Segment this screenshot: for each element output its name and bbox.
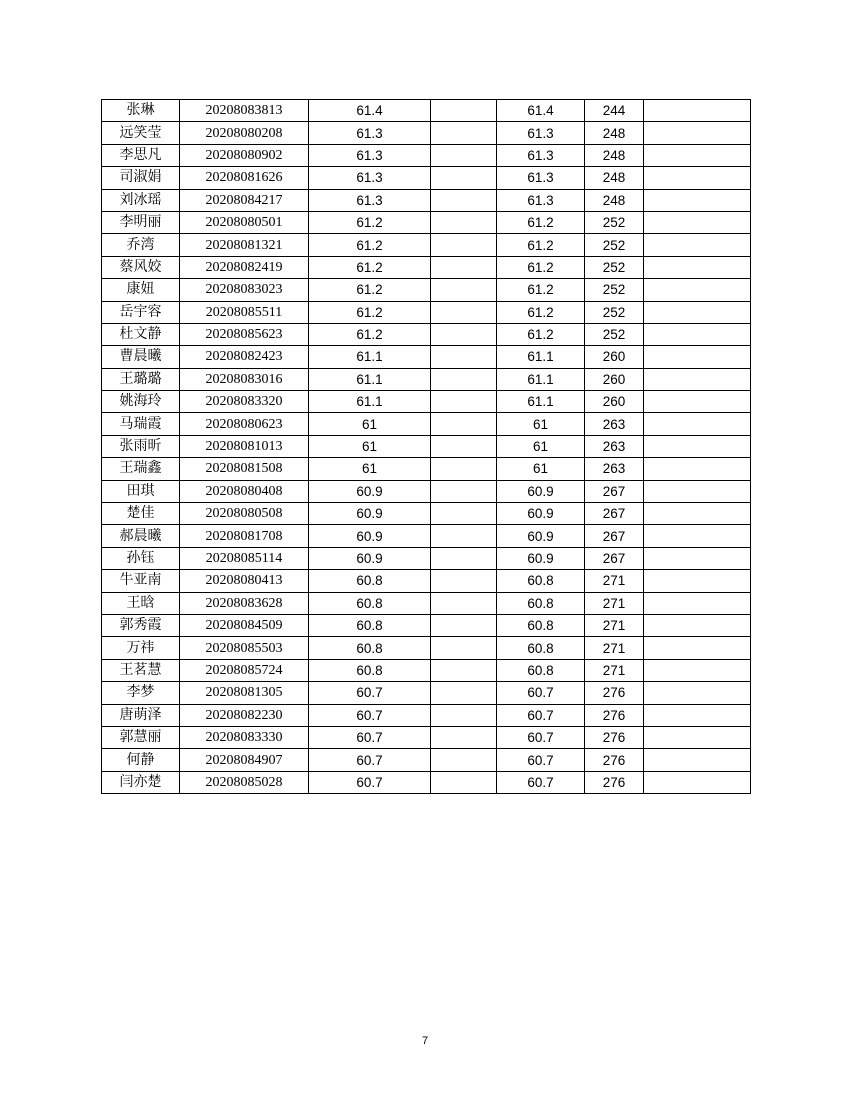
cell-exam-id: 20208081626	[180, 167, 309, 189]
cell-name: 张琳	[102, 100, 180, 122]
cell-name: 郝晨曦	[102, 525, 180, 547]
table-row	[102, 592, 751, 614]
cell-rank: 252	[585, 301, 644, 323]
cell-total: 60.8	[497, 637, 585, 659]
cell-rank: 276	[585, 749, 644, 771]
cell-note	[644, 122, 751, 144]
cell-rank: 252	[585, 279, 644, 301]
cell-rank: 276	[585, 771, 644, 793]
table-row	[102, 211, 751, 233]
cell-total: 61.4	[497, 100, 585, 122]
cell-rank: 276	[585, 682, 644, 704]
cell-score: 60.7	[309, 682, 431, 704]
cell-exam-id: 20208081508	[180, 458, 309, 480]
cell-score: 61	[309, 458, 431, 480]
cell-score: 61.3	[309, 167, 431, 189]
cell-rank: 276	[585, 704, 644, 726]
cell-exam-id: 20208080413	[180, 570, 309, 592]
table-row	[102, 659, 751, 681]
table-row	[102, 100, 751, 122]
cell-total: 61.3	[497, 167, 585, 189]
cell-name: 王瑞鑫	[102, 458, 180, 480]
cell-note	[644, 637, 751, 659]
cell-total: 61.2	[497, 211, 585, 233]
cell-extra-points	[431, 435, 497, 457]
cell-total: 61.2	[497, 256, 585, 278]
cell-score: 60.7	[309, 704, 431, 726]
cell-exam-id: 20208080208	[180, 122, 309, 144]
cell-rank: 267	[585, 525, 644, 547]
table-row	[102, 256, 751, 278]
cell-score: 60.7	[309, 726, 431, 748]
cell-exam-id: 20208084509	[180, 614, 309, 636]
page-number: 7	[421, 1035, 429, 1047]
cell-extra-points	[431, 279, 497, 301]
cell-rank: 263	[585, 435, 644, 457]
cell-score: 61	[309, 435, 431, 457]
cell-name: 岳宇容	[102, 301, 180, 323]
cell-total: 60.7	[497, 726, 585, 748]
cell-total: 60.7	[497, 704, 585, 726]
cell-note	[644, 391, 751, 413]
cell-name: 司淑娟	[102, 167, 180, 189]
cell-score: 60.9	[309, 547, 431, 569]
cell-total: 61.2	[497, 234, 585, 256]
cell-score: 60.8	[309, 637, 431, 659]
cell-note	[644, 167, 751, 189]
table-row	[102, 346, 751, 368]
cell-note	[644, 368, 751, 390]
cell-rank: 276	[585, 726, 644, 748]
cell-rank: 252	[585, 234, 644, 256]
cell-total: 60.9	[497, 547, 585, 569]
table-row	[102, 323, 751, 345]
cell-total: 60.9	[497, 525, 585, 547]
cell-total: 61.1	[497, 391, 585, 413]
cell-note	[644, 279, 751, 301]
cell-rank: 267	[585, 480, 644, 502]
cell-total: 60.7	[497, 682, 585, 704]
table-row	[102, 480, 751, 502]
cell-score: 60.9	[309, 480, 431, 502]
cell-extra-points	[431, 503, 497, 525]
cell-rank: 271	[585, 659, 644, 681]
cell-score: 61.3	[309, 189, 431, 211]
cell-score: 61.2	[309, 279, 431, 301]
cell-note	[644, 682, 751, 704]
cell-score: 60.9	[309, 525, 431, 547]
cell-extra-points	[431, 637, 497, 659]
table-row	[102, 301, 751, 323]
cell-name: 闫亦楚	[102, 771, 180, 793]
cell-extra-points	[431, 234, 497, 256]
cell-rank: 263	[585, 413, 644, 435]
cell-extra-points	[431, 547, 497, 569]
table-row	[102, 570, 751, 592]
cell-exam-id: 20208085724	[180, 659, 309, 681]
cell-extra-points	[431, 480, 497, 502]
cell-rank: 267	[585, 547, 644, 569]
cell-rank: 267	[585, 503, 644, 525]
cell-note	[644, 189, 751, 211]
cell-total: 61	[497, 435, 585, 457]
cell-total: 61.1	[497, 368, 585, 390]
cell-name: 何静	[102, 749, 180, 771]
cell-extra-points	[431, 256, 497, 278]
cell-rank: 252	[585, 323, 644, 345]
cell-exam-id: 20208083320	[180, 391, 309, 413]
table-row	[102, 503, 751, 525]
cell-exam-id: 20208080501	[180, 211, 309, 233]
cell-note	[644, 144, 751, 166]
cell-rank: 248	[585, 167, 644, 189]
cell-score: 60.7	[309, 771, 431, 793]
cell-score: 61.2	[309, 323, 431, 345]
cell-rank: 248	[585, 122, 644, 144]
cell-rank: 248	[585, 189, 644, 211]
cell-score: 61.3	[309, 144, 431, 166]
cell-extra-points	[431, 704, 497, 726]
table-row	[102, 391, 751, 413]
cell-extra-points	[431, 167, 497, 189]
cell-extra-points	[431, 771, 497, 793]
cell-exam-id: 20208084907	[180, 749, 309, 771]
cell-score: 60.8	[309, 614, 431, 636]
table-row	[102, 144, 751, 166]
cell-name: 杜文静	[102, 323, 180, 345]
cell-name: 李明丽	[102, 211, 180, 233]
cell-total: 61.3	[497, 122, 585, 144]
cell-name: 马瑞霞	[102, 413, 180, 435]
table-row	[102, 279, 751, 301]
table-row	[102, 771, 751, 793]
cell-note	[644, 234, 751, 256]
cell-rank: 271	[585, 570, 644, 592]
cell-rank: 252	[585, 256, 644, 278]
cell-name: 刘冰瑶	[102, 189, 180, 211]
cell-extra-points	[431, 100, 497, 122]
cell-note	[644, 301, 751, 323]
cell-name: 王晗	[102, 592, 180, 614]
cell-name: 李思凡	[102, 144, 180, 166]
cell-name: 孙钰	[102, 547, 180, 569]
cell-note	[644, 771, 751, 793]
cell-exam-id: 20208081708	[180, 525, 309, 547]
cell-name: 曹晨曦	[102, 346, 180, 368]
cell-exam-id: 20208083330	[180, 726, 309, 748]
cell-rank: 252	[585, 211, 644, 233]
cell-note	[644, 749, 751, 771]
cell-score: 61.4	[309, 100, 431, 122]
cell-extra-points	[431, 346, 497, 368]
cell-rank: 248	[585, 144, 644, 166]
table-row	[102, 726, 751, 748]
cell-score: 61.1	[309, 346, 431, 368]
cell-note	[644, 458, 751, 480]
cell-extra-points	[431, 570, 497, 592]
cell-name: 远笑莹	[102, 122, 180, 144]
cell-exam-id: 20208083016	[180, 368, 309, 390]
cell-total: 61.2	[497, 323, 585, 345]
cell-rank: 271	[585, 637, 644, 659]
table-row	[102, 749, 751, 771]
cell-extra-points	[431, 525, 497, 547]
cell-name: 牛亚南	[102, 570, 180, 592]
table-row	[102, 525, 751, 547]
cell-score: 61.1	[309, 368, 431, 390]
cell-exam-id: 20208081321	[180, 234, 309, 256]
cell-total: 61.2	[497, 279, 585, 301]
cell-extra-points	[431, 144, 497, 166]
cell-name: 楚佳	[102, 503, 180, 525]
cell-total: 61.1	[497, 346, 585, 368]
cell-rank: 260	[585, 391, 644, 413]
cell-exam-id: 20208083813	[180, 100, 309, 122]
cell-exam-id: 20208080623	[180, 413, 309, 435]
table-row	[102, 682, 751, 704]
cell-rank: 260	[585, 346, 644, 368]
cell-extra-points	[431, 189, 497, 211]
table-body	[102, 100, 751, 794]
cell-exam-id: 20208081013	[180, 435, 309, 457]
cell-note	[644, 100, 751, 122]
cell-total: 61	[497, 413, 585, 435]
cell-total: 61	[497, 458, 585, 480]
cell-total: 60.9	[497, 503, 585, 525]
cell-exam-id: 20208082419	[180, 256, 309, 278]
score-table	[101, 99, 751, 794]
cell-extra-points	[431, 749, 497, 771]
cell-total: 61.3	[497, 189, 585, 211]
cell-extra-points	[431, 614, 497, 636]
cell-rank: 271	[585, 592, 644, 614]
cell-total: 61.3	[497, 144, 585, 166]
cell-score: 60.8	[309, 592, 431, 614]
cell-note	[644, 592, 751, 614]
cell-exam-id: 20208083628	[180, 592, 309, 614]
cell-score: 60.7	[309, 749, 431, 771]
cell-exam-id: 20208085503	[180, 637, 309, 659]
cell-rank: 244	[585, 100, 644, 122]
cell-extra-points	[431, 368, 497, 390]
cell-exam-id: 20208085623	[180, 323, 309, 345]
table-row	[102, 704, 751, 726]
cell-score: 60.8	[309, 659, 431, 681]
cell-exam-id: 20208081305	[180, 682, 309, 704]
cell-extra-points	[431, 592, 497, 614]
table-row	[102, 637, 751, 659]
cell-note	[644, 435, 751, 457]
cell-note	[644, 570, 751, 592]
cell-score: 61.1	[309, 391, 431, 413]
cell-extra-points	[431, 682, 497, 704]
table-row	[102, 189, 751, 211]
cell-name: 万祎	[102, 637, 180, 659]
cell-total: 60.7	[497, 749, 585, 771]
cell-total: 60.8	[497, 659, 585, 681]
cell-name: 王璐璐	[102, 368, 180, 390]
cell-note	[644, 211, 751, 233]
cell-exam-id: 20208085511	[180, 301, 309, 323]
cell-exam-id: 20208080902	[180, 144, 309, 166]
cell-score: 61.2	[309, 234, 431, 256]
cell-extra-points	[431, 458, 497, 480]
cell-score: 60.9	[309, 503, 431, 525]
cell-note	[644, 614, 751, 636]
cell-name: 蔡风姣	[102, 256, 180, 278]
table-row	[102, 413, 751, 435]
cell-score: 60.8	[309, 570, 431, 592]
table-row	[102, 435, 751, 457]
cell-exam-id: 20208085028	[180, 771, 309, 793]
cell-note	[644, 256, 751, 278]
cell-name: 姚海玲	[102, 391, 180, 413]
cell-name: 张雨昕	[102, 435, 180, 457]
cell-name: 郭慧丽	[102, 726, 180, 748]
table-row	[102, 458, 751, 480]
cell-note	[644, 503, 751, 525]
cell-note	[644, 547, 751, 569]
cell-exam-id: 20208080508	[180, 503, 309, 525]
cell-score: 61.2	[309, 301, 431, 323]
cell-exam-id: 20208082230	[180, 704, 309, 726]
cell-note	[644, 413, 751, 435]
cell-rank: 271	[585, 614, 644, 636]
cell-note	[644, 525, 751, 547]
cell-name: 田琪	[102, 480, 180, 502]
cell-score: 61	[309, 413, 431, 435]
cell-extra-points	[431, 659, 497, 681]
table-row	[102, 368, 751, 390]
cell-extra-points	[431, 301, 497, 323]
cell-extra-points	[431, 726, 497, 748]
table-row	[102, 614, 751, 636]
cell-score: 61.3	[309, 122, 431, 144]
cell-exam-id: 20208084217	[180, 189, 309, 211]
cell-extra-points	[431, 122, 497, 144]
cell-rank: 263	[585, 458, 644, 480]
cell-total: 60.8	[497, 614, 585, 636]
cell-score: 61.2	[309, 256, 431, 278]
table-row	[102, 547, 751, 569]
cell-total: 60.8	[497, 570, 585, 592]
cell-extra-points	[431, 413, 497, 435]
cell-exam-id: 20208080408	[180, 480, 309, 502]
cell-name: 乔湾	[102, 234, 180, 256]
table-row	[102, 234, 751, 256]
cell-extra-points	[431, 323, 497, 345]
cell-extra-points	[431, 391, 497, 413]
cell-note	[644, 726, 751, 748]
cell-name: 王茗慧	[102, 659, 180, 681]
cell-name: 唐萌泽	[102, 704, 180, 726]
cell-exam-id: 20208083023	[180, 279, 309, 301]
cell-total: 60.7	[497, 771, 585, 793]
cell-name: 李梦	[102, 682, 180, 704]
cell-note	[644, 346, 751, 368]
cell-note	[644, 480, 751, 502]
cell-score: 61.2	[309, 211, 431, 233]
cell-rank: 260	[585, 368, 644, 390]
table-row	[102, 167, 751, 189]
table-row	[102, 122, 751, 144]
cell-total: 61.2	[497, 301, 585, 323]
cell-exam-id: 20208082423	[180, 346, 309, 368]
cell-note	[644, 323, 751, 345]
cell-name: 康妞	[102, 279, 180, 301]
cell-exam-id: 20208085114	[180, 547, 309, 569]
cell-note	[644, 704, 751, 726]
cell-note	[644, 659, 751, 681]
cell-total: 60.9	[497, 480, 585, 502]
cell-name: 郭秀霞	[102, 614, 180, 636]
cell-extra-points	[431, 211, 497, 233]
cell-total: 60.8	[497, 592, 585, 614]
